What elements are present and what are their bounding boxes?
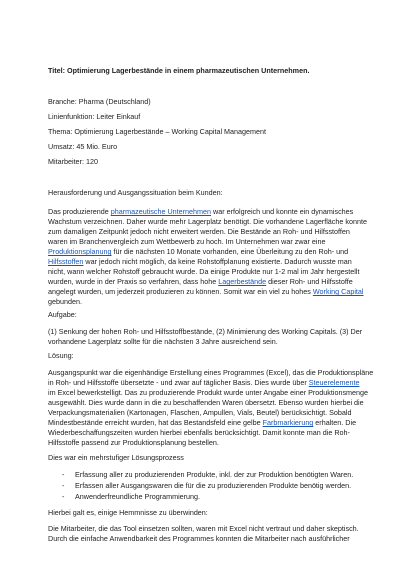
task-line-2: vorhandene Lagerplatz sollte für die nächsten 3 Jahre ausreichend sein. (48, 337, 278, 346)
text-fragment: in Roh- und Hilfsstoffe übersetzte - und zwar auf täglicher Basis. Dies wurde über (48, 378, 309, 387)
solution-line-1: Ausgangspunkt war die eigenhändige Erstellung eines Programmes (Excel), das die Produktionspläne (48, 368, 374, 377)
text-fragment: Mindestbestände erreicht wurden, hat das Bestandsfeld eine gelbe (48, 418, 263, 427)
solution-line-6 (48, 418, 356, 428)
dash-bullet: - (62, 492, 65, 501)
solution-heading: Lösung: (48, 351, 74, 360)
challenge-line-3: zum damaligen Zeitpunkt jedoch nicht erweitert werden. Die Bestände an Roh- und Hilfsstoffen (48, 227, 350, 236)
challenge-line-1 (48, 207, 353, 217)
link-produktionsplanung[interactable]: Produktionsplanung (48, 247, 112, 256)
challenge-line-10: gebunden. (48, 297, 82, 306)
text-fragment: angelegt wurden, um jederzeit produzieren zu können. Somit war ein viel zu hohes (48, 287, 313, 296)
challenge-line-6 (48, 257, 352, 267)
text-fragment: Das produzierende (48, 207, 111, 216)
text-fragment: erhalten. Die (313, 418, 357, 427)
challenge-line-9 (48, 287, 364, 297)
link-farbmarkierung[interactable]: Farbmarkierung (262, 418, 314, 427)
challenge-heading: Herausforderung und Ausgangssituation beim Kunden: (48, 188, 223, 197)
document-title: Titel: Optimierung Lagerbestände in einem pharmazeutischen Unternehmen. (48, 66, 310, 75)
link-lagerbestaende[interactable]: Lagerbestände (218, 277, 267, 286)
solution-line-2 (48, 378, 360, 388)
dash-bullet: - (62, 481, 65, 490)
task-heading: Aufgabe: (48, 310, 77, 319)
steps-intro: Dies war ein mehrstufiger Lösungsprozess (48, 453, 184, 462)
dash-bullet: - (62, 470, 65, 479)
solution-line-3: im Excel bewerkstelligt. Das zu produzierende Produkt wurde unter Angabe einer Produktionsmenge (48, 388, 369, 397)
list-item (48, 481, 373, 491)
meta-mitarbeiter: Mitarbeiter: 120 (48, 157, 98, 166)
obstacles-heading: Hierbei galt es, einige Hemmnisse zu überwinden: (48, 508, 208, 517)
text-fragment: war erfolgreich und konnte ein dynamisches (211, 207, 354, 216)
link-pharmazeutische-unternehmen[interactable]: pharmazeutische Unternehmen (110, 207, 212, 216)
challenge-line-8 (48, 277, 353, 287)
text-fragment: für die nächsten 10 Monate vorhanden, eine Überleitung zu den Roh- und (111, 247, 349, 256)
meta-umsatz: Umsatz: 45 Mio. Euro (48, 142, 118, 151)
obstacles-line-2: Durch die einfache Anwendbarkeit des Programmes konnten die Mitarbeiter nach ausführlicher (48, 534, 350, 543)
meta-linienfunktion: Linienfunktion: Leiter Einkauf (48, 112, 141, 121)
solution-line-4: ausgewählt. Dies wurde dann in die zu beschaffenden Waren übersetzt. Ebenso wurden hierbei die (48, 398, 364, 407)
meta-branche: Branche: Pharma (Deutschland) (48, 97, 151, 106)
solution-line-8: Hilfsstoffe passend zur Produktionsplanung bestellen. (48, 438, 219, 447)
solution-line-7: Wiederbeschaffungszeiten wurden hierbei ebenfalls berücksichtigt. Damit konnte man die Roh- (48, 428, 350, 437)
link-hilfsstoffen[interactable]: Hilfsstoffen (48, 257, 84, 266)
link-working-capital[interactable]: Working Capital (312, 287, 364, 296)
text-fragment: wurden, wurde in der Praxis so verfahren, dass hohe (48, 277, 219, 286)
text-fragment: dieser Roh- und Hilfsstoffe (266, 277, 353, 286)
link-steuerelemente[interactable]: Steuerelemente (308, 378, 360, 387)
challenge-line-4: waren im Branchenvergleich zum Wettbewerb zu hoch. Im Unternehmen war zwar eine (48, 237, 326, 246)
challenge-line-2: Wachstum verzeichnen. Daher wurde mehr Lagerplatz benötigt. Die vorhandene Lagerfläche konnte (48, 217, 367, 226)
solution-line-5: Verpackungsmaterialien (Kartonagen, Flaschen, Ampullen, Vials, Beutel) berücksichtigt. Sobald (48, 408, 352, 417)
obstacles-line-1: Die Mitarbeiter, die das Tool einsetzen sollten, waren mit Excel nicht vertraut und daher skeptisch. (48, 524, 359, 533)
text-fragment: war jedoch nicht möglich, da keine Rohstoffplanung existierte. Dadurch wusste man (83, 257, 352, 266)
list-item-text: Erfassung aller zu produzierenden Produkte, inkl. der zur Produktion benötigten Waren. (75, 470, 354, 479)
challenge-line-7: nicht, wann welcher Rohstoff gebraucht wurde. Da einige Produkte nur 1-2 mal im Jahr hergestellt (48, 267, 360, 276)
list-item (48, 470, 373, 480)
list-item (48, 492, 373, 502)
list-item-text: Erfassen aller Ausgangswaren die für die zu produzierenden Produkte benötig werden. (75, 481, 352, 490)
meta-thema: Thema: Optimierung Lagerbestände – Working Capital Management (48, 127, 267, 136)
list-item-text: Anwenderfreundliche Programmierung. (75, 492, 201, 501)
challenge-line-5 (48, 247, 348, 257)
task-line-1: (1) Senkung der hohen Roh- und Hilfsstoffbestände, (2) Minimierung des Working Capitals. (3) Der (48, 327, 363, 336)
